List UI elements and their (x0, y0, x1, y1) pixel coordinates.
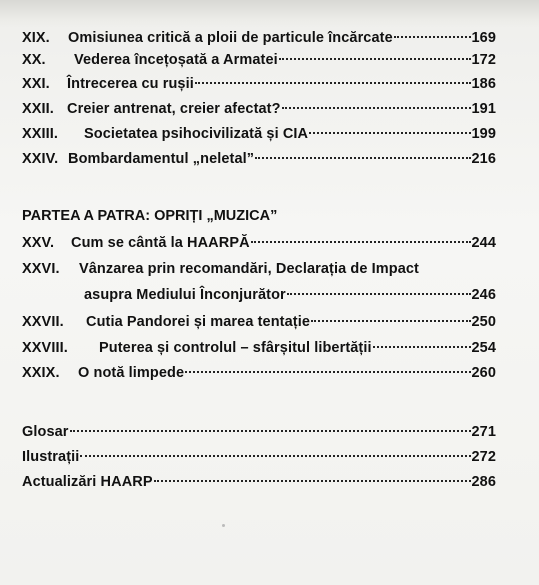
page-number: 250 (471, 314, 496, 330)
chapter-number: XXIII. (22, 126, 59, 142)
dot-leader (195, 82, 471, 84)
chapter-number: XXVIII. (22, 340, 68, 356)
dot-leader (279, 58, 471, 60)
toc-entry-xix[interactable] (22, 30, 496, 52)
page-number: 186 (471, 76, 496, 92)
chapter-title: Vânzarea prin recomandări, Declarația de Impact (79, 261, 419, 277)
dot-leader (80, 455, 470, 457)
toc-entry-xxvi-continued[interactable] (22, 287, 496, 309)
toc-entry-xxviii[interactable] (22, 340, 496, 362)
page-number: 199 (471, 126, 496, 142)
toc-entry-ilustratii[interactable] (22, 449, 496, 471)
chapter-title: Întrecerea cu rușii (67, 76, 194, 92)
toc-entry-xxix[interactable] (22, 365, 496, 387)
page-number: 260 (471, 365, 496, 381)
toc-entry-xx[interactable] (22, 52, 496, 74)
toc-entry-xxiv[interactable] (22, 151, 496, 173)
section-title: Actualizări HAARP (22, 474, 153, 490)
chapter-title: Puterea și controlul – sfârșitul libertății (99, 340, 372, 356)
page-number: 216 (471, 151, 496, 167)
page-number: 254 (471, 340, 496, 356)
dot-leader (311, 320, 471, 322)
chapter-title: O notă limpede (78, 365, 185, 381)
dot-leader (394, 36, 471, 38)
page-number: 286 (471, 474, 496, 490)
chapter-number: XX. (22, 52, 46, 68)
part-heading[interactable]: PARTEA A PATRA: OPRIȚI „MUZICA” (22, 208, 278, 224)
dot-leader (185, 371, 470, 373)
page-number: 271 (471, 424, 496, 440)
chapter-number: XXVII. (22, 314, 64, 330)
chapter-title-continued: asupra Mediului Înconjurător (84, 287, 286, 303)
chapter-number: XIX. (22, 30, 50, 46)
toc-entry-xxii[interactable] (22, 101, 496, 123)
page-number: 272 (471, 449, 496, 465)
dot-leader (70, 430, 471, 432)
dot-leader (255, 157, 470, 159)
chapter-title: Societatea psihocivilizată și CIA (84, 126, 309, 142)
page-number: 169 (471, 30, 496, 46)
chapter-title: Cum se cântă la HAARPĂ (71, 235, 250, 251)
dot-leader (287, 293, 471, 295)
section-title: Ilustrații (22, 449, 80, 465)
dot-leader (373, 346, 471, 348)
chapter-number: XXVI. (22, 261, 60, 277)
chapter-title: Omisiunea critică a ploii de particule încărcate (68, 30, 393, 46)
dot-leader (154, 480, 471, 482)
toc-entry-glosar[interactable] (22, 424, 496, 446)
chapter-title: Bombardamentul „neletal” (68, 151, 255, 167)
page-number: 244 (471, 235, 496, 251)
chapter-number: XXII. (22, 101, 54, 117)
dot-leader (282, 107, 471, 109)
previous-page-bleed (0, 0, 539, 28)
chapter-title: Vederea încețoșată a Armatei (74, 52, 278, 68)
chapter-title: Creier antrenat, creier afectat? (67, 101, 281, 117)
dot-leader (251, 241, 471, 243)
chapter-title: Cutia Pandorei și marea tentație (86, 314, 310, 330)
chapter-number: XXIV. (22, 151, 59, 167)
page-number: 191 (471, 101, 496, 117)
section-title: Glosar (22, 424, 69, 440)
chapter-number: XXI. (22, 76, 50, 92)
chapter-number: XXIX. (22, 365, 60, 381)
toc-entry-xxvii[interactable] (22, 314, 496, 336)
toc-entry-actualizari[interactable] (22, 474, 496, 496)
dot-leader (309, 132, 470, 134)
toc-entry-xxv[interactable] (22, 235, 496, 257)
toc-entry-xxiii[interactable] (22, 126, 496, 148)
toc-entry-xxvi[interactable] (22, 261, 496, 283)
toc-entry-xxi[interactable] (22, 76, 496, 98)
page-number: 246 (471, 287, 496, 303)
page-number: 172 (471, 52, 496, 68)
paper-speck (222, 524, 225, 527)
chapter-number: XXV. (22, 235, 55, 251)
